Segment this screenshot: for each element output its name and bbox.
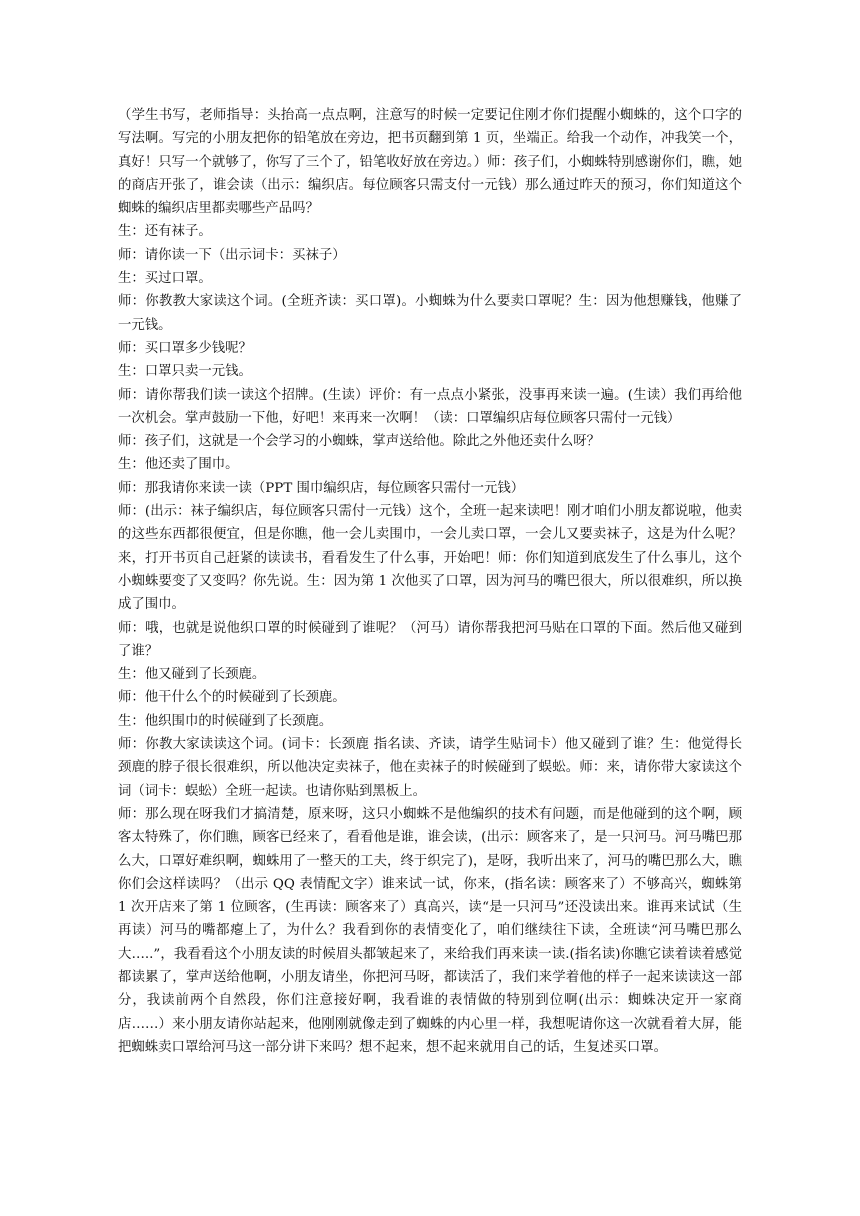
- paragraph: 生：他还卖了围巾。: [118, 457, 239, 473]
- paragraph: 师：他干什么个的时候碰到了长颈鹿。: [118, 690, 346, 706]
- paragraph: 师：你教大家读读这个词。(词卡：长颈鹿 指名读、齐读，请学生贴词卡）他又碰到了谁？生：他觉得长颈鹿的脖子很长很难织，所以他决定卖袜子，他在卖袜子的时候碰到了蜈蚣。师：来，请你带大家读这个词（词卡：蜈蚣）全班一起读。也请你贴到黑板上。: [118, 737, 742, 799]
- paragraph: 师：请你读一下（出示词卡：买袜子）: [118, 247, 346, 263]
- paragraph: 生：他又碰到了长颈鹿。: [118, 667, 266, 683]
- paragraph: 生：他织围巾的时候碰到了长颈鹿。: [118, 713, 333, 729]
- paragraph: 师：那我请你来读一读（PPT 围巾编织店，每位顾客只需付一元钱）: [118, 480, 525, 496]
- paragraph: 师：那么现在呀我们才搞清楚，原来呀，这只小蜘蛛不是他编织的技术有问题，而是他碰到的这个啊，顾客太特殊了，你们瞧，顾客已经来了，看看他是谁，谁会读，(出示：顾客来了，是一只河马。河马嘴巴那么大，口罩好难织啊，蜘蛛用了一整天的工夫，终于织完了)，是呀，我听出来了，河马的嘴巴那么大，瞧你们会这样读吗？（出示 QQ 表情配文字）谁来试一试，你来，(指名读：顾客来了）不够高兴，蜘蛛第 1 次开店来了第 1 位顾客，(生再读：顾客来了）真高兴，读“是一只河马”还没读出来。谁再来试试（生再读）河马的嘴都瘪上了，为什么？我看到你的表情变化了，咱们继续往下读，全班读“河马嘴巴那么大…..”，我看看这个小朋友读的时候眉头都皱起来了，来给我们再来读一读.(指名读)你瞧它读着读着感觉都读累了，掌声送给他啊，小朋友请坐，你把河马呀，都读活了，我们来学着他的样子一起来读读这一部分，我读前两个自然段，你们注意接好啊，我看谁的表情做的特别到位啊(出示：蜘蛛决定开一家商店……）来小朋友请你站起来，他刚刚就像走到了蜘蛛的内心里一样，我想呢请你这一次就看着大屏，能把蜘蛛卖口罩给河马这一部分讲下来吗？想不起来，想不起来就用自己的话，生复述买口罩。: [118, 806, 742, 1055]
- paragraph: 师：(出示：袜子编织店，每位顾客只需付一元钱）这个，全班一起来读吧！刚才咱们小朋友都说啦，他卖的这些东西都很便宜，但是你瞧，他一会儿卖围巾，一会儿卖口罩，一会儿又要卖袜子，这是为什么呢？来，打开书页自己赶紧的读读书，看看发生了什么事，开始吧！师：你们知道到底发生了什么事儿，这个小蜘蛛要变了又变吗？你先说。生：因为第 1 次他买了口罩，因为河马的嘴巴很大，所以很难织，所以换成了围巾。: [118, 504, 742, 613]
- paragraph: （学生书写，老师指导：头抬高一点点啊，注意写的时候一定要记住刚才你们提醒小蜘蛛的，这个口字的写法啊。写完的小朋友把你的铅笔放在旁边，把书页翻到第 1 页，坐端正。给我一个动作，冲我笑一个，真好！只写一个就够了，你写了三个了，铅笔收好放在旁边。）师：孩子们，小蜘蛛特别感谢你们，瞧，她的商店开张了，谁会读（出示：编织店。每位顾客只需支付一元钱）那么通过昨天的预习，你们知道这个蜘蛛的编织店里都卖哪些产品吗？: [118, 108, 742, 217]
- paragraph: 师：你教教大家读这个词。(全班齐读：买口罩)。小蜘蛛为什么要卖口罩呢？生：因为他想赚钱，他赚了一元钱。: [118, 294, 742, 333]
- paragraph: 师：买口罩多少钱呢？: [118, 340, 252, 356]
- paragraph: 师：孩子们，这就是一个会学习的小蜘蛛，掌声送给他。除此之外他还卖什么呀？: [118, 434, 601, 450]
- paragraph: 生：口罩只卖一元钱。: [118, 364, 252, 380]
- document-page: [118, 104, 742, 1059]
- paragraph: 生：还有袜子。: [118, 224, 212, 240]
- paragraph: 生：买过口罩。: [118, 271, 212, 287]
- paragraph: 师：哦，也就是说他织口罩的时候碰到了谁呢？（河马）请你帮我把河马贴在口罩的下面。然后他又碰到了谁？: [118, 620, 742, 659]
- paragraph: 师：请你帮我们读一读这个招牌。(生读）评价：有一点点小紧张，没事再来读一遍。(生读）我们再给他一次机会。掌声鼓励一下他，好吧！来再来一次啊！（读：口罩编织店每位顾客只需付一元钱）: [118, 387, 742, 426]
